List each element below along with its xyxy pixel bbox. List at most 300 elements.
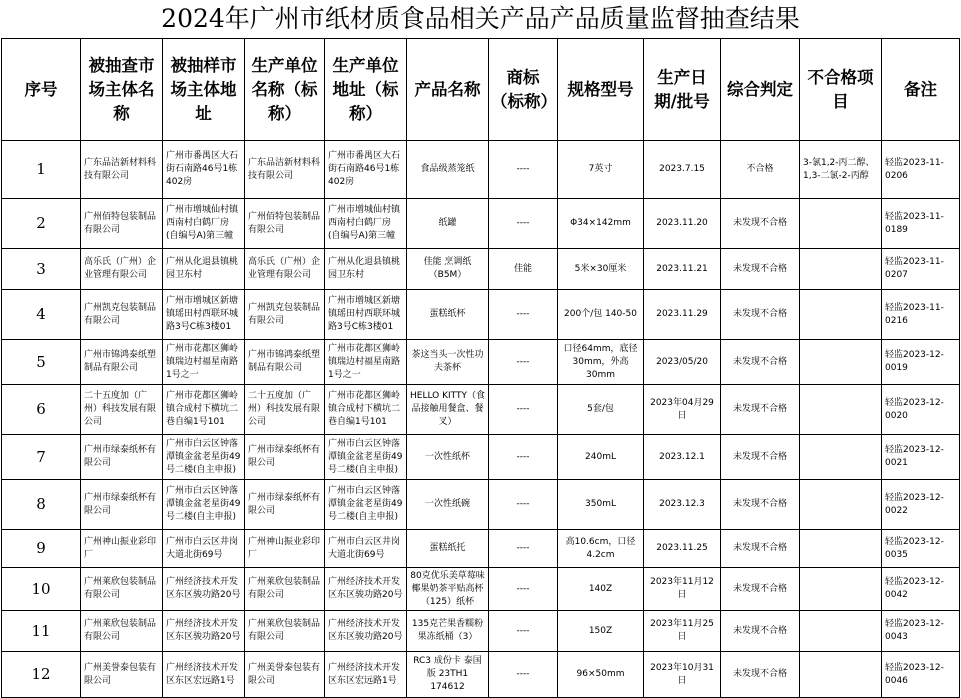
brand-cell: [489, 568, 558, 611]
remark: 轻监2023-12-0021: [885, 445, 944, 468]
header-cell: 不合格项目: [800, 39, 882, 141]
table-row: [2, 480, 960, 530]
row-number: 2: [36, 217, 46, 230]
entity-address: 广州市番禺区大石街石南路46号1栋402房: [166, 151, 239, 187]
production-date: 2023.11.29: [656, 309, 708, 319]
spec-cell: [558, 340, 644, 385]
production-date-cell: [644, 340, 721, 385]
product-name: RC3 成份卡 泰国版 23TH1 174612: [413, 656, 482, 692]
product-name: 蛋糕纸托: [429, 543, 466, 553]
brand-cell: [489, 480, 558, 530]
header-cell: 备注: [882, 39, 960, 141]
maker-name: 广州莱欣包装制品有限公司: [248, 619, 321, 642]
entity-address-cell: [163, 530, 245, 568]
entity-name: 广州莱欣包装制品有限公司: [84, 619, 157, 642]
remark: 轻监2023-12-0035: [885, 536, 944, 560]
failed-items-cell: [800, 652, 882, 698]
product-name-cell: [407, 652, 489, 698]
header-cell: 生产日期/批号: [644, 39, 721, 141]
entity-address: 广州市白云区钟落潭镇金盆老星街49号二楼(自主申报): [166, 438, 241, 475]
maker-address: 广州经济技术开发区东区骏功路20号: [328, 619, 403, 642]
failed-items-cell: [800, 435, 882, 480]
table-row: [2, 435, 960, 480]
verdict-cell: [721, 199, 800, 249]
row-number: 8: [36, 498, 46, 511]
spec: 5套/包: [587, 404, 614, 414]
failed-items: 3-氯1,2-丙二醇、1,3-二氯-2-丙醇: [803, 157, 875, 181]
failed-items-cell: [800, 611, 882, 652]
entity-name-cell: [81, 385, 163, 435]
production-date-cell: [644, 568, 721, 611]
maker-name: 广州莱欣包装制品有限公司: [248, 577, 321, 600]
table-body: [2, 141, 960, 698]
row-number-cell: [2, 199, 81, 249]
brand: ----: [516, 164, 530, 174]
verdict: 未发现不合格: [732, 543, 787, 553]
verdict-cell: [721, 568, 800, 611]
entity-name: 广东品洁新材料科技有限公司: [84, 157, 157, 181]
maker-address-cell: [325, 568, 407, 611]
entity-address-cell: [163, 290, 245, 340]
brand-cell: [489, 340, 558, 385]
remark-cell: [882, 530, 960, 568]
product-name-cell: [407, 340, 489, 385]
row-number-cell: [2, 652, 81, 698]
spec-cell: [558, 141, 644, 199]
brand: 佳能: [513, 263, 532, 274]
spec: 口径64mm，底径30mm，外高30mm: [563, 343, 638, 380]
remark: 轻监2023-11-0206: [885, 157, 944, 181]
brand: ----: [516, 543, 530, 553]
failed-items-cell: [800, 141, 882, 199]
product-name-cell: [407, 480, 489, 530]
entity-address: 广州从化退县镇桃园卫东村: [166, 257, 239, 280]
header-cell: 序号: [2, 39, 81, 141]
product-name-cell: [407, 611, 489, 652]
spec: 96×50mm: [576, 669, 625, 679]
remark-cell: [882, 611, 960, 652]
maker-name-cell: [245, 249, 325, 290]
entity-address-cell: [163, 568, 245, 611]
remark-cell: [882, 480, 960, 530]
spec: 350mL: [585, 499, 616, 509]
maker-address: 广州市增城区新塘镇瑶田村西联环城路3号C栋3楼01: [328, 296, 401, 332]
header-cell: 生产单位名称（标称）: [245, 39, 325, 141]
maker-name-cell: [245, 530, 325, 568]
table-row: [2, 290, 960, 340]
remark-cell: [882, 385, 960, 435]
maker-address: 广州市番禺区大石街石南路46号1栋402房: [328, 151, 401, 187]
maker-name: 广州佰特包装制品有限公司: [248, 211, 321, 235]
row-number-cell: [2, 568, 81, 611]
entity-address-cell: [163, 141, 245, 199]
production-date: 2023年04月29日: [650, 397, 714, 421]
maker-address-cell: [325, 480, 407, 530]
maker-address-cell: [325, 290, 407, 340]
entity-address: 广州市白云区井岗大道北街69号: [166, 536, 239, 560]
production-date: 2023年11月25日: [650, 619, 714, 642]
remark-cell: [882, 340, 960, 385]
maker-name-cell: [245, 141, 325, 199]
spec-cell: [558, 530, 644, 568]
verdict-cell: [721, 340, 800, 385]
spec-cell: [558, 568, 644, 611]
production-date: 2023年11月12日: [650, 577, 714, 600]
verdict: 未发现不合格: [732, 669, 787, 679]
maker-address-cell: [325, 141, 407, 199]
production-date: 2023.11.21: [656, 263, 708, 274]
entity-name-cell: [81, 568, 163, 611]
brand: ----: [516, 625, 530, 636]
production-date: 2023.12.3: [659, 499, 705, 509]
maker-address-cell: [325, 385, 407, 435]
production-date: 2023.11.20: [656, 218, 708, 228]
spec: 140Z: [588, 583, 613, 594]
header-cell: 综合判定: [721, 39, 800, 141]
spec: 7英寸: [588, 164, 613, 174]
production-date-cell: [644, 199, 721, 249]
brand: ----: [516, 309, 530, 319]
verdict-cell: [721, 435, 800, 480]
header-cell: 被抽样市场主体地址: [163, 39, 245, 141]
verdict: 未发现不合格: [732, 583, 787, 594]
maker-name: 广州凯克包装制品有限公司: [248, 302, 321, 326]
brand: ----: [516, 451, 530, 462]
spec: 200个/包 140-50: [564, 309, 637, 319]
verdict-cell: [721, 611, 800, 652]
verdict: 未发现不合格: [732, 309, 787, 319]
brand-cell: [489, 249, 558, 290]
header-cell: 被抽查市场主体名称: [81, 39, 163, 141]
maker-address: 广州市白云区钟落潭镇金盆老星街49号二楼(自主申报): [328, 486, 403, 522]
remark: 轻监2023-11-0207: [885, 257, 944, 280]
remark-cell: [882, 652, 960, 698]
failed-items-cell: [800, 385, 882, 435]
remark: 轻监2023-12-0022: [885, 492, 944, 516]
remark-cell: [882, 141, 960, 199]
table-row: [2, 340, 960, 385]
entity-address: 广州经济技术开发区东区骏功路20号: [166, 619, 241, 642]
brand: ----: [516, 669, 530, 679]
remark: 轻监2023-12-0019: [885, 350, 944, 373]
entity-address-cell: [163, 611, 245, 652]
spec: 240mL: [585, 451, 616, 462]
row-number-cell: [2, 611, 81, 652]
production-date-cell: [644, 480, 721, 530]
production-date-cell: [644, 141, 721, 199]
verdict: 未发现不合格: [732, 451, 787, 462]
brand-cell: [489, 435, 558, 480]
entity-name-cell: [81, 530, 163, 568]
row-number-cell: [2, 340, 81, 385]
entity-address-cell: [163, 199, 245, 249]
verdict-cell: [721, 141, 800, 199]
production-date: 2023.7.15: [659, 164, 705, 174]
row-number: 1: [36, 163, 46, 176]
product-name: 一次性纸碗: [424, 499, 470, 509]
header-cell: 商标（标称）: [489, 39, 558, 141]
table-row: [2, 199, 960, 249]
production-date-cell: [644, 385, 721, 435]
maker-address: 广州市增城仙村镇西南村白鹤厂房(自编号A)第三幢: [328, 205, 401, 241]
entity-name-cell: [81, 340, 163, 385]
entity-address: 广州市花都区狮岭镇瑞边村福星南路1号之一: [166, 343, 239, 380]
failed-items-cell: [800, 568, 882, 611]
table-row: [2, 530, 960, 568]
header-cell: 产品名称: [407, 39, 489, 141]
row-number: 6: [36, 403, 46, 416]
row-number: 5: [36, 355, 46, 369]
table-row: [2, 611, 960, 652]
maker-name-cell: [245, 290, 325, 340]
entity-name: 广州市锦鸿泰纸塑制品有限公司: [84, 350, 157, 373]
table-row: [2, 385, 960, 435]
spec: 高10.6cm，口径4.2cm: [565, 536, 636, 560]
entity-name-cell: [81, 141, 163, 199]
entity-name: 广州佰特包装制品有限公司: [84, 211, 157, 235]
product-name: 茶这当头一次性功夫茶杯: [411, 350, 484, 373]
product-name-cell: [407, 568, 489, 611]
maker-address-cell: [325, 435, 407, 480]
entity-address: 广州市增城仙村镇西南村白鹤厂房(自编号A)第三幢: [166, 205, 239, 241]
maker-address-cell: [325, 652, 407, 698]
row-number-cell: [2, 385, 81, 435]
table-row: [2, 652, 960, 698]
entity-address: 广州市白云区钟落潭镇金盆老星街49号二楼(自主申报): [166, 486, 241, 522]
entity-name-cell: [81, 249, 163, 290]
maker-address: 广州市花都区狮岭镇合成村下横坑二巷自编1号101: [328, 391, 401, 427]
verdict: 未发现不合格: [732, 499, 787, 509]
remark: 轻监2023-11-0189: [885, 211, 944, 235]
row-number: 9: [36, 542, 46, 555]
product-name-cell: [407, 530, 489, 568]
verdict-cell: [721, 530, 800, 568]
entity-address-cell: [163, 249, 245, 290]
failed-items-cell: [800, 340, 882, 385]
verdict: 不合格: [746, 164, 774, 174]
production-date-cell: [644, 652, 721, 698]
maker-address-cell: [325, 340, 407, 385]
maker-name: 二十五度加（广州）科技发展有限公司: [248, 391, 321, 427]
verdict-cell: [721, 249, 800, 290]
brand-cell: [489, 290, 558, 340]
spec: Φ34×142mm: [570, 218, 631, 228]
row-number-cell: [2, 435, 81, 480]
brand-cell: [489, 385, 558, 435]
row-number: 3: [36, 262, 46, 276]
maker-address: 广州经济技术开发区东区宏远路1号: [328, 662, 401, 686]
maker-address: 广州市白云区钟落潭镇金盆老星街49号二楼(自主申报): [328, 438, 403, 475]
verdict-cell: [721, 290, 800, 340]
remark-cell: [882, 290, 960, 340]
table-row: [2, 568, 960, 611]
production-date-cell: [644, 530, 721, 568]
page-title: 2024年广州市纸材质食品相关产品产品质量监督抽查结果: [161, 4, 800, 33]
entity-name-cell: [81, 290, 163, 340]
product-name: 佳能 烹调纸（B5M）: [423, 257, 472, 280]
failed-items-cell: [800, 249, 882, 290]
row-number-cell: [2, 530, 81, 568]
spec-cell: [558, 199, 644, 249]
production-date: 2023.12.1: [659, 451, 705, 462]
row-number: 11: [31, 624, 51, 638]
remark: 轻监2023-12-0046: [885, 662, 944, 686]
maker-name-cell: [245, 568, 325, 611]
row-number: 7: [36, 450, 46, 464]
entity-name: 广州市绿泰纸杯有限公司: [84, 445, 157, 468]
maker-name: 广州市绿泰纸杯有限公司: [248, 492, 321, 516]
entity-name: 高乐氏（广州）企业管理有限公司: [84, 257, 157, 280]
entity-name: 广州凯克包装制品有限公司: [84, 302, 157, 326]
verdict: 未发现不合格: [732, 404, 787, 414]
product-name: 食品级蒸笼纸: [420, 164, 475, 174]
maker-address-cell: [325, 530, 407, 568]
failed-items-cell: [800, 199, 882, 249]
entity-name-cell: [81, 480, 163, 530]
entity-name: 广州莱欣包装制品有限公司: [84, 577, 157, 600]
row-number: 12: [31, 668, 51, 681]
production-date: 2023/05/20: [656, 356, 708, 367]
remark: 轻监2023-12-0043: [885, 619, 944, 642]
entity-name: 广州美誉泰包装有限公司: [84, 662, 157, 686]
product-name: HELLO KITTY（食品接触用餐盒、餐叉）: [410, 391, 485, 427]
spec-cell: [558, 435, 644, 480]
brand: ----: [516, 583, 530, 594]
entity-address: 广州市增城区新塘镇瑶田村西联环城路3号C栋3楼01: [166, 296, 239, 332]
table-row: [2, 249, 960, 290]
maker-name-cell: [245, 611, 325, 652]
entity-name-cell: [81, 435, 163, 480]
remark-cell: [882, 249, 960, 290]
product-name-cell: [407, 385, 489, 435]
spec-cell: [558, 249, 644, 290]
header-cell: 规格型号: [558, 39, 644, 141]
maker-name-cell: [245, 652, 325, 698]
maker-address-cell: [325, 611, 407, 652]
header-cell: 生产单位地址（标称）: [325, 39, 407, 141]
remark-cell: [882, 435, 960, 480]
entity-name: 广州市绿泰纸杯有限公司: [84, 492, 157, 516]
maker-address: 广州市花都区狮岭镇瑞边村福星南路1号之一: [328, 343, 401, 380]
product-name: 80克优乐美草莓味椰果奶茶平贴高杯（125）纸杯: [410, 570, 485, 607]
entity-address: 广州经济技术开发区东区宏远路1号: [166, 662, 239, 686]
brand-cell: [489, 530, 558, 568]
spec-cell: [558, 290, 644, 340]
row-number: 4: [36, 308, 46, 321]
product-name-cell: [407, 199, 489, 249]
brand: ----: [516, 356, 530, 367]
brand: ----: [516, 218, 530, 228]
production-date-cell: [644, 435, 721, 480]
verdict: 未发现不合格: [732, 356, 787, 367]
table-row: [2, 141, 960, 199]
maker-address: 广州从化退县镇桃园卫东村: [328, 257, 401, 280]
failed-items-cell: [800, 290, 882, 340]
maker-address: 广州经济技术开发区东区骏功路20号: [328, 577, 403, 600]
brand-cell: [489, 141, 558, 199]
maker-address-cell: [325, 199, 407, 249]
remark-cell: [882, 199, 960, 249]
brand: ----: [516, 499, 530, 509]
product-name: 蛋糕纸杯: [429, 309, 466, 319]
product-name-cell: [407, 435, 489, 480]
spec-cell: [558, 652, 644, 698]
production-date-cell: [644, 290, 721, 340]
entity-name-cell: [81, 652, 163, 698]
brand-cell: [489, 611, 558, 652]
maker-name: 广州市绿泰纸杯有限公司: [248, 445, 321, 468]
maker-name: 广州市锦鸿泰纸塑制品有限公司: [248, 350, 321, 373]
maker-name: 广州神山振业彩印厂: [248, 536, 321, 560]
brand: ----: [516, 404, 530, 414]
remark-cell: [882, 568, 960, 611]
spec-cell: [558, 611, 644, 652]
entity-address-cell: [163, 340, 245, 385]
entity-address-cell: [163, 480, 245, 530]
row-number: 10: [31, 582, 51, 596]
product-name-cell: [407, 290, 489, 340]
brand-cell: [489, 199, 558, 249]
verdict-cell: [721, 385, 800, 435]
product-name: 纸罐: [438, 218, 457, 228]
maker-name-cell: [245, 435, 325, 480]
row-number-cell: [2, 141, 81, 199]
maker-name: 高乐氏（广州）企业管理有限公司: [248, 257, 321, 280]
remark: 轻监2023-12-0020: [885, 397, 944, 421]
spec-cell: [558, 385, 644, 435]
entity-name-cell: [81, 611, 163, 652]
verdict-cell: [721, 480, 800, 530]
row-number-cell: [2, 249, 81, 290]
entity-address: 广州经济技术开发区东区骏功路20号: [166, 577, 241, 600]
product-name-cell: [407, 249, 489, 290]
production-date-cell: [644, 249, 721, 290]
maker-address: 广州市白云区井岗大道北街69号: [328, 536, 401, 560]
product-name: 一次性纸杯: [424, 451, 470, 462]
maker-name: 广东品洁新材料科技有限公司: [248, 157, 321, 181]
product-name-cell: [407, 141, 489, 199]
entity-name-cell: [81, 199, 163, 249]
maker-address-cell: [325, 249, 407, 290]
verdict: 未发现不合格: [732, 625, 787, 636]
maker-name: 广州美誉泰包装有限公司: [248, 662, 321, 686]
verdict: 未发现不合格: [732, 263, 787, 274]
production-date: 2023.11.25: [656, 543, 708, 553]
maker-name-cell: [245, 385, 325, 435]
entity-address-cell: [163, 385, 245, 435]
entity-name: 二十五度加（广州）科技发展有限公司: [84, 391, 157, 427]
spec: 150Z: [588, 625, 613, 636]
product-name: 135克芒果香糯粉果冻纸桶（3）: [411, 619, 484, 642]
results-table: [1, 38, 960, 698]
failed-items-cell: [800, 530, 882, 568]
entity-address: 广州市花都区狮岭镇合成村下横坑二巷自编1号101: [166, 391, 239, 427]
entity-address-cell: [163, 435, 245, 480]
remark: 轻监2023-12-0042: [885, 577, 944, 600]
verdict: 未发现不合格: [732, 218, 787, 228]
maker-name-cell: [245, 340, 325, 385]
maker-name-cell: [245, 199, 325, 249]
remark: 轻监2023-11-0216: [885, 302, 944, 326]
spec-cell: [558, 480, 644, 530]
production-date: 2023年10月31日: [650, 662, 714, 686]
row-number-cell: [2, 480, 81, 530]
brand-cell: [489, 652, 558, 698]
entity-address-cell: [163, 652, 245, 698]
spec: 5米×30厘米: [574, 263, 627, 274]
production-date-cell: [644, 611, 721, 652]
maker-name-cell: [245, 480, 325, 530]
